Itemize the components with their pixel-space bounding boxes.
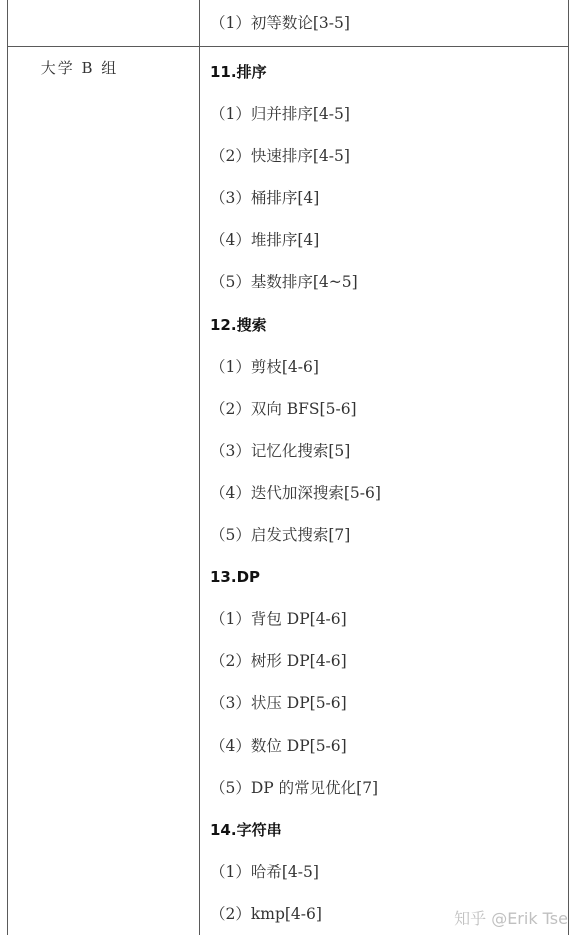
- watermark: 知乎 @Erik Tse: [454, 909, 568, 928]
- table-row-group-b: [8, 47, 569, 935]
- list-item: （2）树形 DP[4-6]: [210, 652, 347, 671]
- list-item: （1）哈希[4-5]: [210, 862, 319, 881]
- list-item: （5）DP 的常见优化[7]: [210, 778, 379, 797]
- list-item: （1）背包 DP[4-6]: [210, 610, 347, 629]
- group-label: 大学 B 组: [8, 47, 200, 935]
- list-item: （2）kmp[4-6]: [210, 904, 322, 923]
- topic-lines: [210, 51, 568, 935]
- list-item-previous: [200, 0, 569, 47]
- syllabus-table: [7, 0, 569, 935]
- list-item: （4）迭代加深搜索[5-6]: [210, 483, 381, 502]
- topic-list: [200, 47, 569, 935]
- list-item: （3）记忆化搜索[5]: [210, 441, 351, 460]
- list-item: （1）归并排序[4-5]: [210, 105, 350, 124]
- empty-group-cell: [8, 0, 200, 47]
- list-item: （4）堆排序[4]: [210, 231, 320, 250]
- section-heading: 11.排序: [210, 63, 267, 81]
- list-item: （2）双向 BFS[5-6]: [210, 399, 357, 418]
- list-item: （5）启发式搜索[7]: [210, 526, 351, 545]
- table-row-previous: [8, 0, 569, 47]
- list-item: （4）数位 DP[5-6]: [210, 736, 347, 755]
- list-item: （2）快速排序[4-5]: [210, 147, 350, 166]
- list-item: （1）剪枝[4-6]: [210, 357, 319, 376]
- list-item: （5）基数排序[4~5]: [210, 273, 358, 292]
- list-item: （3）桶排序[4]: [210, 189, 320, 208]
- list-item: （3）状压 DP[5-6]: [210, 694, 347, 713]
- section-heading: 13.DP: [210, 568, 261, 587]
- section-heading: 12.搜索: [210, 315, 267, 334]
- list-item-text: （1）初等数论[3-5]: [210, 14, 350, 32]
- section-heading: 14.字符串: [210, 820, 282, 839]
